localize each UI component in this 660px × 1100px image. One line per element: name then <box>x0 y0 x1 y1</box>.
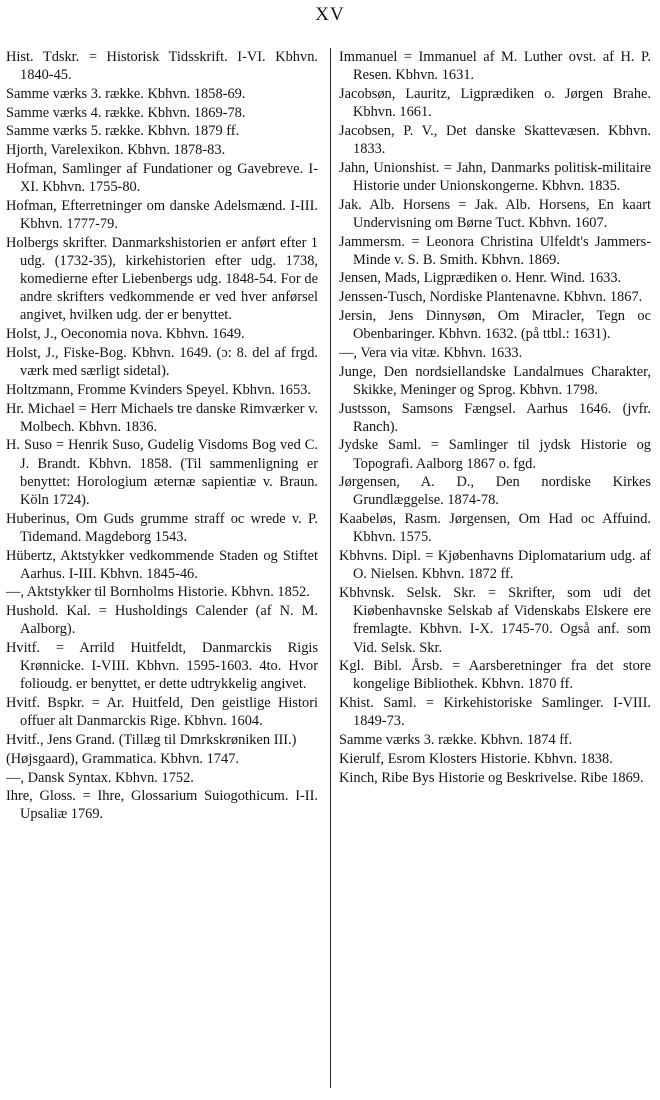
bibliography-entry: —, Aktstykker til Bornholms Historie. Kbhvn. 1852. <box>6 584 310 601</box>
bibliography-entry: H. Suso = Henrik Suso, Gudelig Visdoms Bog ved C. J. Brandt. Kbhvn. 1858. (Til sammenligning er benyttet: Horologium æternæ sapientiæ v. Braun. Köln 1724). <box>6 437 318 508</box>
bibliography-entry: Immanuel = Immanuel af M. Luther ovst. af H. P. Resen. Kbhvn. 1631. <box>339 49 651 84</box>
bibliography-entry: Kgl. Bibl. Årsb. = Aarsberetninger fra det store kongelige Bibliothek. Kbhvn. 1870 ff. <box>339 658 651 693</box>
bibliography-entry: Hofman, Efterretninger om danske Adelsmænd. I-III. Kbhvn. 1777-79. <box>6 197 318 232</box>
column-divider <box>330 48 331 1088</box>
bibliography-entry: Hr. Michael = Herr Michaels tre danske Rimværker v. Molbech. Kbhvn. 1836. <box>6 400 318 435</box>
bibliography-entry: Holst, J., Fiske-Bog. Kbhvn. 1649. (ɔ: 8. del af frgd. værk med særligt sidetal). <box>6 344 318 379</box>
bibliography-entry: Kaabeløs, Rasm. Jørgensen, Om Had oc Affuind. Kbhvn. 1575. <box>339 511 651 546</box>
bibliography-entry: Samme værks 3. række. Kbhvn. 1858-69. <box>6 85 246 102</box>
left-column <box>6 48 318 824</box>
bibliography-entry: Hvitf., Jens Grand. (Tillæg til Dmrkskrøniken III.) <box>6 732 297 749</box>
right-column <box>339 48 651 787</box>
bibliography-entry: Holst, J., Oeconomia nova. Kbhvn. 1649. <box>6 326 245 343</box>
bibliography-entry: (Højsgaard), Grammatica. Kbhvn. 1747. <box>6 750 239 767</box>
bibliography-entry: Hofman, Samlinger af Fundationer og Gavebreve. I-XI. Kbhvn. 1755-80. <box>6 160 318 196</box>
bibliography-entry: Kbhvns. Dipl. = Kjøbenhavns Diplomatarium udg. af O. Nielsen. Kbhvn. 1872 ff. <box>339 548 651 583</box>
bibliography-entry: Holtzmann, Fromme Kvinders Speyel. Kbhvn. 1653. <box>6 381 311 398</box>
bibliography-entry: Kinch, Ribe Bys Historie og Beskrivelse. Ribe 1869. <box>339 769 644 786</box>
bibliography-entry: Jensen, Mads, Ligprædiken o. Henr. Wind. 1633. <box>339 270 622 287</box>
bibliography-entry: Jydske Saml. = Samlinger til jydsk Historie og Topografi. Aalborg 1867 o. fgd. <box>339 437 651 472</box>
bibliography-entry: Samme værks 3. række. Kbhvn. 1874 ff. <box>339 732 573 749</box>
bibliography-entry: Hushold. Kal. = Husholdings Calender (af N. M. Aalborg). <box>6 603 318 638</box>
bibliography-entry: Samme værks 4. række. Kbhvn. 1869-78. <box>6 104 246 121</box>
bibliography-entry: Hvitf. = Arrild Huitfeldt, Danmarckis Rigis Krønnicke. I-VIII. Kbhvn. 1595-1603. 4to. Hvor folioudg. er benyttet, er dette udtrykkelig angivet. <box>6 640 318 693</box>
bibliography-entry: Khist. Saml. = Kirkehistoriske Samlinger. I-VIII. 1849-73. <box>339 695 651 730</box>
bibliography-entry: Huberinus, Om Guds grumme straff oc wrede v. P. Tidemand. Magdeborg 1543. <box>6 510 318 545</box>
bibliography-entry: Jahn, Unionshist. = Jahn, Danmarks politisk-militaire Historie under Unionskongerne. Kbhvn. 1835. <box>339 159 651 194</box>
bibliography-entry: Samme værks 5. række. Kbhvn. 1879 ff. <box>6 123 240 140</box>
bibliography-entry: —, Dansk Syntax. Kbhvn. 1752. <box>6 769 194 786</box>
bibliography-entry: Ihre, Gloss. = Ihre, Glossarium Suiogothicum. I-II. Upsaliæ 1769. <box>6 788 318 823</box>
bibliography-entry: Jammersm. = Leonora Christina Ulfeldt's Jammers-Minde v. S. B. Smith. Kbhvn. 1869. <box>339 233 651 268</box>
bibliography-entry: Hjorth, Varelexikon. Kbhvn. 1878-83. <box>6 142 226 159</box>
bibliography-entry: Holbergs skrifter. Danmarkshistorien er anført efter 1 udg. (1732-35), kirkehistorien efter udg. 1738, komedierne efter Liebenbergs udg. 1848-54. For de andre skrifters vedkommende er ved hver anførsel angivet, hvilken udg. der er benyttet. <box>6 234 318 324</box>
bibliography-entry: Jacobsen, P. V., Det danske Skattevæsen. Kbhvn. 1833. <box>339 122 651 157</box>
bibliography-entry: Justsson, Samsons Fængsel. Aarhus 1646. (jvfr. Ranch). <box>339 400 651 435</box>
bibliography-entry: Jenssen-Tusch, Nordiske Plantenavne. Kbhvn. 1867. <box>339 289 643 306</box>
bibliography-entry: Hvitf. Bspkr. = Ar. Huitfeld, Den geistlige Histori offuer alt Danmarckis Rige. Kbhvn. 1604. <box>6 695 318 730</box>
bibliography-entry: —, Vera via vitæ. Kbhvn. 1633. <box>339 344 523 361</box>
bibliography-entry: Hist. Tdskr. = Historisk Tidsskrift. I-VI. Kbhvn. 1840-45. <box>6 49 318 84</box>
bibliography-entry: Jørgensen, A. D., Den nordiske Kirkes Grundlæggelse. 1874-78. <box>339 474 651 509</box>
bibliography-entry: Junge, Den nordsiellandske Landalmues Charakter, Skikke, Meninger og Sprog. Kbhvn. 1798. <box>339 363 651 398</box>
page-number: XV <box>315 4 345 25</box>
bibliography-entry: Jersin, Jens Dinnysøn, Om Miracler, Tegn oc Obenbaringer. Kbhvn. 1632. (på ttbl.: 1631). <box>339 307 651 343</box>
bibliography-entry: Hübertz, Aktstykker vedkommende Staden og Stiftet Aarhus. I-III. Kbhvn. 1845-46. <box>6 547 318 582</box>
bibliography-entry: Jak. Alb. Horsens = Jak. Alb. Horsens, En kaart Undervisning om Børne Tuct. Kbhvn. 1607. <box>339 196 651 231</box>
bibliography-entry: Kierulf, Esrom Klosters Historie. Kbhvn. 1838. <box>339 750 613 767</box>
bibliography-entry: Kbhvnsk. Selsk. Skr. = Skrifter, som udi det Kiøbenhavnske Selskab af Videnskabs Elskere ere fremlagte. Kbhvn. I-X. 1745-70. Også anf. som Vid. Selsk. Skr. <box>339 585 651 656</box>
bibliography-entry: Jacobsøn, Lauritz, Ligprædiken o. Jørgen Brahe. Kbhvn. 1661. <box>339 85 651 121</box>
